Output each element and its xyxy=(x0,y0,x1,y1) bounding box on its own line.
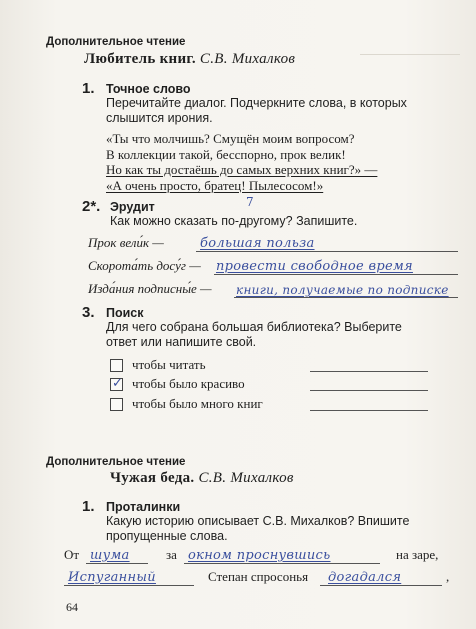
instruction-line: ответ или напишите свой. xyxy=(106,335,257,349)
task-instructions: Как можно сказать по-другому? Запишите. xyxy=(110,214,358,228)
check-mark-icon: ✓ xyxy=(112,375,123,390)
text-word: Степан спросонья xyxy=(208,569,309,584)
title-text: Чужая беда. xyxy=(110,470,195,486)
poem-quote xyxy=(106,131,377,193)
answer-line xyxy=(214,274,458,275)
quote-line-underlined: «А очень просто, братец! Пылесосом!» xyxy=(106,177,324,193)
answer-line xyxy=(234,297,458,298)
answer-line xyxy=(86,563,148,564)
fill-in-line xyxy=(64,544,456,566)
work-title xyxy=(110,470,294,487)
quote-line-underlined: Но как ты достаёшь до самых верхних книг?» — xyxy=(106,162,378,177)
checkbox[interactable] xyxy=(110,359,123,372)
option-label: чтобы читать xyxy=(132,357,206,372)
choice-option[interactable] xyxy=(110,376,476,394)
task-name: Поиск xyxy=(106,306,144,320)
answer-line xyxy=(310,371,428,372)
task-instructions xyxy=(106,320,466,350)
task-name: Проталинки xyxy=(106,500,181,514)
task-number: 2*. xyxy=(82,198,101,215)
handwritten-answer[interactable]: книги, получаемые по подписке xyxy=(236,283,449,297)
quote-line: «Ты что молчишь? Смущён моим вопросом? xyxy=(106,131,355,146)
instruction-line: Перечитайте диалог. Подчеркните слова, в которых xyxy=(106,96,407,110)
instruction-line: Какую историю описывает С.В. Михалков? Впишите xyxy=(106,514,410,528)
phrase: Скорота́ть досу́г — xyxy=(88,258,201,273)
pen-mark: 7 xyxy=(246,195,254,209)
handwritten-answer[interactable]: большая польза xyxy=(200,236,315,251)
answer-line xyxy=(64,585,194,586)
option-label: чтобы было много книг xyxy=(132,396,263,411)
answer-line xyxy=(184,563,380,564)
phrase: Изда́ния подписны́е — xyxy=(88,281,212,296)
text-word: От xyxy=(64,547,80,562)
section-label: Дополнительное чтение xyxy=(46,456,186,468)
handwritten-answer[interactable]: Испуганный xyxy=(68,570,156,585)
author-name: С.В. Михалков xyxy=(198,470,294,486)
phrase: Прок вели́к — xyxy=(88,235,164,250)
work-title xyxy=(84,51,295,68)
answer-line xyxy=(310,390,428,391)
title-text: Любитель книг. xyxy=(84,51,196,67)
answer-line xyxy=(196,251,458,252)
answer-row xyxy=(88,255,458,277)
text-word: , xyxy=(446,569,450,584)
checkbox[interactable] xyxy=(110,398,123,411)
checkbox[interactable] xyxy=(110,375,123,391)
handwritten-answer[interactable]: догадался xyxy=(328,570,402,585)
text-word: за xyxy=(166,547,177,562)
quote-line: В коллекции такой, бесспорно, прок велик! xyxy=(106,146,346,162)
task-instructions xyxy=(106,96,466,126)
task-name: Точное слово xyxy=(106,82,191,96)
instruction-line: слышится ирония. xyxy=(106,111,213,125)
answer-row xyxy=(88,278,458,300)
task-number: 3. xyxy=(82,304,95,321)
handwritten-answer[interactable]: шума xyxy=(90,548,130,563)
instruction-line: Для чего собрана большая библиотека? Выберите xyxy=(106,320,402,334)
page-number: 64 xyxy=(66,600,78,614)
choice-option[interactable] xyxy=(110,396,476,414)
task-number: 1. xyxy=(82,80,95,97)
handwritten-answer[interactable]: окном проснувшись xyxy=(188,548,331,563)
answer-row xyxy=(88,232,458,254)
task-instructions xyxy=(106,514,466,544)
instruction-line: пропущенные слова. xyxy=(106,529,228,543)
task-name: Эрудит xyxy=(110,200,155,214)
choice-option[interactable] xyxy=(110,357,476,375)
section-label: Дополнительное чтение xyxy=(46,36,186,48)
show-through xyxy=(360,44,460,55)
handwritten-answer[interactable]: провести свободное время xyxy=(216,259,413,274)
text-word: на заре, xyxy=(396,547,439,562)
option-label: чтобы было красиво xyxy=(132,376,245,391)
fill-in-line xyxy=(64,566,456,588)
answer-line xyxy=(320,585,442,586)
answer-line xyxy=(310,410,428,411)
task-number: 1. xyxy=(82,498,95,515)
author-name: С.В. Михалков xyxy=(199,51,296,67)
